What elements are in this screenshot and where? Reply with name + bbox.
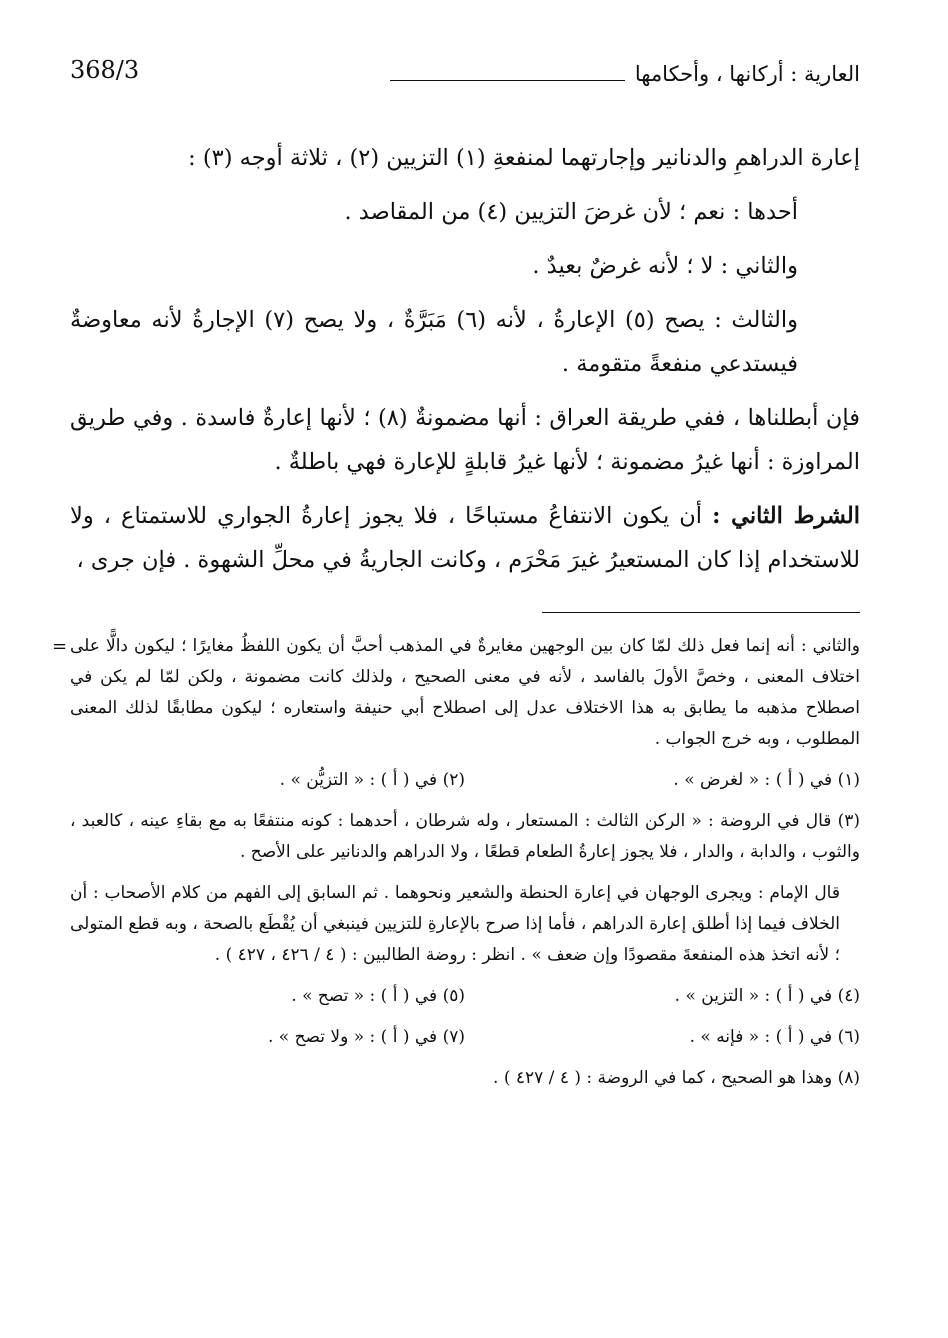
paragraph-6-text: أن يكون الانتفاعُ مستباحًا ، فلا يجوز إعارةُ الجواري للاستمتاع ، ولا للاستخدام إذا كان المستعيرُ غيرَ مَحْرَم ، وكانت الجاريةُ في محلِّ الشهوة . فإن جرى ،	[70, 503, 860, 573]
footnote-6: (٦) في ( أ ) : « فإنه » .	[689, 1027, 860, 1047]
page-number: 368/3	[70, 56, 140, 84]
page	[52, 56, 860, 1316]
footnote-1: (١) في ( أ ) : « لغرض » .	[673, 770, 860, 790]
footnote-5: (٥) في ( أ ) : « تصح » .	[291, 986, 465, 1006]
paragraph-5: فإن أبطلناها ، ففي طريقة العراق : أنها مضمونةٌ (٨) ؛ لأنها إعارةٌ فاسدة . وفي طريق المراوزة : أنها غيرُ مضمونة ؛ لأنها غيرُ قابلةٍ للإعارة فهي باطلةٌ .	[70, 405, 860, 475]
footnote-7: (٧) في ( أ ) : « ولا تصح » .	[267, 1027, 465, 1047]
footnote-3-cont: قال الإمام : ويجرى الوجهان في إعارة الحنطة والشعير ونحوهما . ثم السابق إلى الفهم من كلام الأصحاب : أن الخلاف فيما إذا أطلق إعارة الدراهم ، فأما إذا صرح بالإعارةِ للتزيين فينبغي أن يُقْطَع بالصحة ، وبه قطع المتولى ؛ لأنه اتخذ هذه المنفعةَ مقصودًا وإن ضعف » . انظر : روضة الطالبين : ( ٤ / ٤٢٦ ، ٤٢٧ ) .	[70, 883, 840, 965]
footnotes	[52, 631, 860, 1094]
footnote-row-1-2	[70, 765, 860, 796]
paragraph-1: إعارة الدراهمِ والدنانير وإجارتهما لمنفعةِ (١) التزيين (٢) ، ثلاثة أوجه (٣) :	[188, 145, 860, 171]
condition-heading: الشرط الثاني :	[712, 503, 860, 529]
running-header	[70, 56, 860, 100]
running-title: العارية : أركانها ، وأحكامها	[634, 62, 860, 86]
continuation-mark: =	[52, 636, 68, 657]
paragraph-6	[70, 494, 860, 582]
footnote-continuation-text: والثاني : أنه إنما فعل ذلك لمّا كان بين الوجهين مغايرةٌ في المذهب أحبَّ أن يكون اللفظُ مغايرًا ؛ ليكون دالًّا على اختلاف المعنى ، وخصَّ الأولَ بالفاسد ، لأنه في معنى الصحيح ، ولذلك كانت مضمونة ، ولكن لمّا لم يكن في اصطلاح مذهبه ما يطابق به هذا الاختلاف عدل إلى اصطلاح أبي حنيفة واستعاره ؛ ليكون مطابقًا لذلك المعنى المطلوب ، وبه خرج الجواب .	[70, 636, 860, 749]
footnote-4: (٤) في ( أ ) : « التزين » .	[674, 986, 860, 1006]
paragraph-3: والثاني : لا ؛ لأنه غرضٌ بعيدٌ .	[532, 253, 798, 279]
footnote-row-6-7	[70, 1022, 860, 1053]
main-text	[70, 136, 860, 582]
footnote-row-4-5	[70, 981, 860, 1012]
footnote-2: (٢) في ( أ ) : « التزيُّن » .	[279, 770, 465, 790]
footnote-separator	[542, 612, 860, 613]
paragraph-2: أحدها : نعم ؛ لأن غرضَ التزيين (٤) من المقاصد .	[344, 199, 798, 225]
footnote-continuation	[52, 631, 860, 755]
header-rule	[390, 80, 625, 81]
footnote-8: (٨) وهذا هو الصحيح ، كما في الروضة : ( ٤ / ٤٢٧ ) .	[493, 1068, 860, 1088]
footnote-3: (٣) قال في الروضة : « الركن الثالث : المستعار ، وله شرطان ، أحدهما : كونه منتفعًا به مع بقاءِ عينه ، كالعبد ، والثوب ، والدابة ، والدار ، فلا يجوز إعارةُ الطعام قطعًا ، ولا الدراهم والدنانير على الأصح .	[70, 811, 860, 862]
paragraph-4: والثالث : يصح (٥) الإعارةُ ، لأنه (٦) مَبَرَّةٌ ، ولا يصح (٧) الإجارةُ لأنه معاوضةٌ فيستدعي منفعةً متقومة .	[70, 307, 798, 377]
